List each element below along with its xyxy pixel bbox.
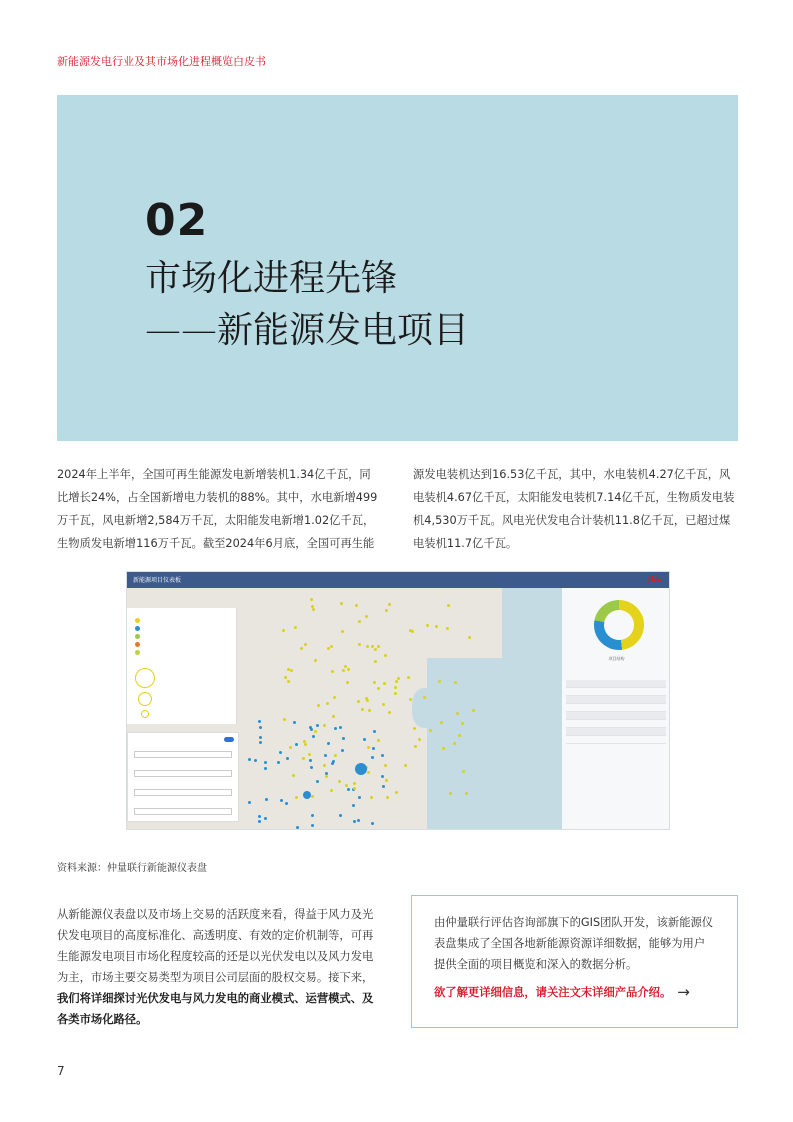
map-project-dot	[381, 775, 384, 778]
project-donut-chart	[594, 600, 644, 650]
map-project-dot	[265, 798, 268, 801]
map-project-dot	[314, 730, 317, 733]
map-project-dot	[317, 704, 320, 707]
map-project-dot	[330, 645, 333, 648]
chapter-hero	[57, 95, 738, 441]
map-project-dot	[346, 681, 349, 684]
map-project-dot	[259, 741, 262, 744]
map-project-dot	[323, 724, 326, 727]
info-row	[566, 704, 666, 712]
map-project-dot	[334, 754, 337, 757]
map-project-dot	[411, 630, 414, 633]
map-project-dot	[426, 624, 429, 627]
body-text: 从新能源仪表盘以及市场上交易的活跃度来看，得益于风力及光伏发电项目的高度标准化、高透明度、有效的定价机制等，可再生能源发电项目市场化程度较高的还是以光伏发电以及风力发电为主，市场主要交易类型为项目公司层面的股权交易。接下来，	[57, 908, 374, 984]
callout-box	[411, 895, 738, 1028]
map-project-dot	[280, 799, 283, 802]
map-project-dot	[347, 668, 350, 671]
legend-dot	[135, 618, 140, 623]
map-project-dot	[418, 738, 421, 741]
filter-select[interactable]	[134, 808, 232, 815]
map-project-dot	[277, 761, 280, 764]
map-project-dot	[264, 761, 267, 764]
map-project-dot	[264, 767, 267, 770]
map-project-dot	[394, 686, 397, 689]
map-project-dot	[290, 669, 293, 672]
map-project-dot	[254, 759, 257, 762]
map-project-dot	[384, 764, 387, 767]
map-project-dot	[325, 775, 328, 778]
map-project-dot	[397, 677, 400, 680]
map-project-dot	[381, 754, 384, 757]
map-project-dot	[294, 626, 297, 629]
map-project-dot	[413, 727, 416, 730]
map-project-dot	[465, 792, 468, 795]
map-project-dot	[352, 804, 355, 807]
map-project-dot	[383, 682, 386, 685]
map-project-dot	[339, 726, 342, 729]
info-row	[566, 736, 666, 744]
map-project-dot	[440, 721, 443, 724]
map-project-dot	[367, 746, 370, 749]
map-project-dot	[456, 712, 459, 715]
map-project-dot	[394, 692, 397, 695]
map-project-dot	[311, 824, 314, 827]
donut-label: 项目结构	[608, 656, 625, 661]
map-project-dot	[330, 789, 333, 792]
map-sea-north	[502, 588, 562, 663]
map-project-dot	[258, 820, 261, 823]
dashboard-screenshot	[126, 571, 670, 830]
map-project-dot	[316, 724, 319, 727]
map-project-dot	[264, 817, 267, 820]
jll-logo: JLL	[647, 574, 661, 583]
map-project-dot	[248, 801, 251, 804]
map-project-dot	[449, 792, 452, 795]
map-project-dot	[327, 647, 330, 650]
map-project-dot	[370, 796, 373, 799]
map-project-dot	[312, 608, 315, 611]
map-project-dot	[363, 738, 366, 741]
legend-dot	[135, 642, 140, 647]
dashboard-topbar	[127, 572, 669, 588]
map-project-dot	[355, 604, 358, 607]
map-project-dot	[353, 820, 356, 823]
map-project-dot	[296, 826, 299, 829]
map-project-dot	[409, 629, 412, 632]
map-project-dot	[447, 604, 450, 607]
map-project-dot	[285, 802, 288, 805]
map-project-dot	[358, 620, 361, 623]
map-project-dot	[283, 718, 286, 721]
map-project-dot	[353, 782, 356, 785]
info-row	[566, 720, 666, 728]
map-project-dot	[316, 780, 319, 783]
map-project-dot	[385, 779, 388, 782]
map-cluster-marker	[303, 791, 311, 799]
figure-source: 资料来源：仲量联行新能源仪表盘	[57, 863, 207, 874]
map-project-dot	[468, 636, 471, 639]
map-project-dot	[388, 603, 391, 606]
map-project-dot	[357, 819, 360, 822]
body-bold-text: 我们将详细探讨光伏发电与风力发电的商业模式、运营模式、及各类市场化路径。	[57, 992, 374, 1026]
map-project-dot	[357, 700, 360, 703]
filter-select[interactable]	[134, 789, 232, 796]
map-project-dot	[388, 711, 391, 714]
map-project-dot	[377, 645, 380, 648]
map-project-dot	[338, 780, 341, 783]
map-project-dot	[314, 659, 317, 662]
callout-link-text[interactable]: 欲了解更详细信息，请关注文末详细产品介绍。	[434, 986, 672, 999]
map-project-dot	[333, 696, 336, 699]
map-project-dot	[258, 720, 261, 723]
legend-panel	[127, 608, 237, 724]
map-project-dot	[302, 757, 305, 760]
map-project-dot	[310, 766, 313, 769]
map-project-dot	[341, 749, 344, 752]
map-project-dot	[458, 734, 461, 737]
map-project-dot	[341, 630, 344, 633]
map-project-dot	[326, 702, 329, 705]
map-project-dot	[292, 774, 295, 777]
chapter-title-line1: 市场化进程先锋	[145, 258, 398, 299]
info-row	[566, 712, 666, 720]
map-project-dot	[367, 771, 370, 774]
map-project-dot	[331, 670, 334, 673]
callout-text: 由仲量联行评估咨询部旗下的GIS团队开发，该新能源仪表盘集成了全国各地新能源资源详细数据，能够为用户提供全面的项目概览和深入的数据分析。	[434, 916, 714, 971]
map-project-dot	[395, 680, 398, 683]
info-row	[566, 688, 666, 696]
map-project-dot	[404, 764, 407, 767]
map-project-dot	[295, 796, 298, 799]
map-project-dot	[407, 676, 410, 679]
map-project-dot	[342, 737, 345, 740]
map-project-dot	[365, 615, 368, 618]
map-project-dot	[327, 742, 330, 745]
arrow-right-icon[interactable]: →	[677, 983, 690, 1001]
stats-panel	[562, 588, 670, 830]
map-project-dot	[365, 697, 368, 700]
filter-select[interactable]	[134, 751, 232, 758]
map-project-dot	[258, 815, 261, 818]
map-project-dot	[286, 757, 289, 760]
map-project-dot	[382, 703, 385, 706]
filter-select[interactable]	[134, 770, 232, 777]
map-project-dot	[358, 796, 361, 799]
legend-dot	[135, 626, 140, 631]
info-row	[566, 680, 666, 688]
map-project-dot	[324, 754, 327, 757]
map-project-dot	[282, 629, 285, 632]
map-project-dot	[377, 687, 380, 690]
legend-size-circle	[138, 692, 152, 706]
map-sea	[427, 658, 562, 830]
map-project-dot	[339, 814, 342, 817]
map-project-dot	[345, 784, 348, 787]
map-bay	[412, 688, 442, 728]
legend-size-circle	[135, 668, 155, 688]
map-project-dot	[311, 795, 314, 798]
map-project-dot	[259, 726, 262, 729]
map-project-dot	[344, 665, 347, 668]
info-table	[566, 680, 666, 744]
map-project-dot	[293, 721, 296, 724]
map-project-dot	[295, 743, 298, 746]
map-project-dot	[377, 739, 380, 742]
map-project-dot	[442, 747, 445, 750]
map-project-dot	[371, 822, 374, 825]
map-project-dot	[435, 625, 438, 628]
map-project-dot	[472, 709, 475, 712]
map-project-dot	[347, 788, 350, 791]
map-project-dot	[311, 814, 314, 817]
map-project-dot	[358, 643, 361, 646]
map-project-dot	[371, 756, 374, 759]
filter-panel	[127, 732, 239, 822]
map-project-dot	[287, 680, 290, 683]
legend-dot	[135, 634, 140, 639]
map-project-dot	[259, 736, 262, 739]
filter-toggle[interactable]	[224, 737, 234, 742]
map-project-dot	[461, 722, 464, 725]
map-project-dot	[373, 681, 376, 684]
map-project-dot	[332, 760, 335, 763]
map-project-dot	[304, 643, 307, 646]
map-project-dot	[279, 751, 282, 754]
page-number: 7	[57, 1064, 65, 1078]
map-project-dot	[304, 743, 307, 746]
map-project-dot	[323, 764, 326, 767]
map-project-dot	[309, 759, 312, 762]
map-project-dot	[300, 647, 303, 650]
legend-size-circle	[141, 710, 149, 718]
chapter-number: 02	[145, 195, 209, 246]
map-project-dot	[312, 735, 315, 738]
map-project-dot	[340, 602, 343, 605]
map-project-dot	[414, 745, 417, 748]
chapter-title	[145, 253, 469, 357]
map-cluster-marker	[355, 763, 367, 775]
map-project-dot	[382, 785, 385, 788]
map-project-dot	[248, 758, 251, 761]
map-project-dot	[384, 654, 387, 657]
chapter-title-line2: ——新能源发电项目	[145, 310, 470, 351]
map-project-dot	[361, 708, 364, 711]
map-project-dot	[342, 669, 345, 672]
dashboard-title: 新能源项目仪表板	[133, 577, 182, 584]
map-project-dot	[366, 645, 369, 648]
map-project-dot	[374, 660, 377, 663]
map-project-dot	[368, 709, 371, 712]
map-project-dot	[310, 598, 313, 601]
map-project-dot	[308, 753, 311, 756]
info-row	[566, 696, 666, 704]
legend-dot	[135, 650, 140, 655]
map-project-dot	[334, 727, 337, 730]
map-project-dot	[386, 796, 389, 799]
map-project-dot	[289, 746, 292, 749]
info-row	[566, 728, 666, 736]
callout-link[interactable]	[434, 983, 715, 1001]
map-project-dot	[446, 627, 449, 630]
map-project-dot	[395, 791, 398, 794]
map-project-dot	[374, 648, 377, 651]
map-project-dot	[385, 609, 388, 612]
intro-paragraph-left: 2024年上半年，全国可再生能源发电新增装机1.34亿千瓦，同比增长24%，占全国新增电力装机的88%。其中，水电新增499万千瓦，风电新增2,584万千瓦，太阳能发电新增1.02亿千瓦，生物质发电新增116万千瓦。截至2024年6月底，全国可再生能	[57, 468, 378, 550]
running-title: 新能源发电行业及其市场化进程概览白皮书	[57, 55, 266, 68]
map-project-dot	[429, 729, 432, 732]
map-project-dot	[284, 676, 287, 679]
map-project-dot	[372, 747, 375, 750]
map-project-dot	[353, 787, 356, 790]
intro-paragraph-right: 源发电装机达到16.53亿千瓦，其中，水电装机4.27亿千瓦，风电装机4.67亿千瓦，太阳能发电装机7.14亿千瓦，生物质发电装机4,530万千瓦。风电光伏发电合计装机11.8亿千瓦，已超过煤电装机11.7亿千瓦。	[413, 468, 735, 550]
map-project-dot	[332, 715, 335, 718]
body-paragraph	[57, 904, 382, 1030]
map-project-dot	[373, 730, 376, 733]
